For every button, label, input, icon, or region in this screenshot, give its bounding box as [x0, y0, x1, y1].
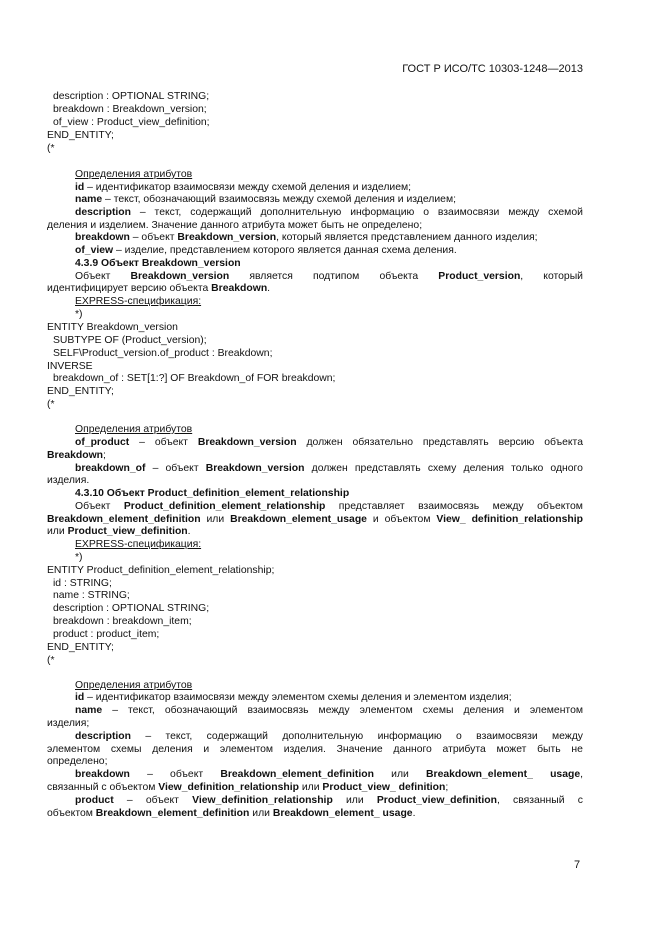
text-line: description : OPTIONAL STRING; [53, 603, 210, 614]
text-line: или Product_view_definition. [47, 526, 191, 537]
page-number: 7 [574, 859, 581, 871]
document-header: ГОСТ Р ИСО/ТС 10303-1248—2013 [402, 63, 583, 75]
text-line: Объект Product_definition_element_relationship представляет взаимосвязь между объектом [75, 501, 583, 512]
text-line: product – объект View_definition_relationship или Product_view_definition, связанный с [75, 795, 583, 806]
text-line: ENTITY Breakdown_version [47, 322, 178, 333]
text-line: breakdown_of – объект Breakdown_version должен представлять схему деления только одного [75, 463, 583, 474]
text-line: определено; [47, 756, 108, 767]
text-line: description – текст, содержащий дополнительную информацию о взаимосвязи между [75, 731, 583, 742]
text-line: связанный с объектом View_definition_relationship или Product_view_ definition; [47, 782, 449, 793]
text-line: breakdown_of : SET[1:?] OF Breakdown_of FOR breakdown; [53, 373, 336, 384]
text-line: id – идентификатор взаимосвязи между схемой деления и изделием; [75, 182, 412, 193]
text-line: идентифицирует версию объекта Breakdown. [47, 283, 271, 294]
text-line: (* [47, 399, 55, 410]
text-line: id – идентификатор взаимосвязи между элементом схемы деления и элементом изделия; [75, 692, 512, 703]
text-line: изделия; [47, 718, 90, 729]
text-line: объектом Breakdown_element_definition или Breakdown_element_ usage. [47, 808, 416, 819]
text-line: name – текст, обозначающий взаимосвязь между элементом схемы деления и элементом [75, 705, 583, 716]
text-line: (* [47, 143, 55, 154]
text-line: END_ENTITY; [47, 130, 114, 141]
text-line: breakdown – объект Breakdown_version, который является представлением данного изделия; [75, 232, 538, 243]
text-line: name : STRING; [53, 590, 130, 601]
text-line: Определения атрибутов [75, 169, 193, 180]
text-line: SUBTYPE OF (Product_version); [53, 335, 207, 346]
text-line: of_product – объект Breakdown_version должен обязательно представлять версию объекта [75, 437, 583, 448]
text-line: EXPRESS-спецификация: [75, 539, 202, 550]
text-line: breakdown : Breakdown_version; [53, 104, 207, 115]
text-line: (* [47, 655, 55, 666]
text-line: Определения атрибутов [75, 680, 193, 691]
text-line: Breakdown_element_definition или Breakdown_element_usage и объектом View_ definition_relationship [47, 514, 583, 525]
text-line: Объект Breakdown_version является подтипом объекта Product_version, который [75, 271, 583, 282]
text-line: ENTITY Product_definition_element_relationship; [47, 565, 275, 576]
text-line: *) [75, 552, 83, 563]
text-line: description : OPTIONAL STRING; [53, 91, 210, 102]
text-line: EXPRESS-спецификация: [75, 296, 202, 307]
text-line: Определения атрибутов [75, 424, 193, 435]
text-line: элементом схемы деления и элементом изделия. Значение данного атрибута может быть не [47, 744, 583, 755]
text-line: изделия. [47, 475, 90, 486]
text-line: breakdown : breakdown_item; [53, 616, 192, 627]
text-line: breakdown – объект Breakdown_element_definition или Breakdown_element_ usage, [75, 769, 583, 780]
text-line: product : product_item; [53, 629, 160, 640]
text-line: name – текст, обозначающий взаимосвязь между схемой деления и изделием; [75, 194, 456, 205]
text-line: 4.3.10 Объект Product_definition_element_relationship [75, 488, 350, 499]
text-line: of_view : Product_view_definition; [53, 117, 210, 128]
text-line: деления и изделием. Значение данного атрибута может быть не определено; [47, 220, 423, 231]
text-line: 4.3.9 Объект Breakdown_version [75, 258, 241, 269]
text-line: *) [75, 309, 83, 320]
text-line: of_view – изделие, представлением которого является данная схема деления. [75, 245, 457, 256]
text-line: END_ENTITY; [47, 642, 114, 653]
text-line: Breakdown; [47, 450, 106, 461]
text-line: END_ENTITY; [47, 386, 114, 397]
text-line: id : STRING; [53, 578, 112, 589]
text-line: SELF\Product_version.of_product : Breakdown; [53, 348, 273, 359]
text-line: INVERSE [47, 361, 93, 372]
text-line: description – текст, содержащий дополнительную информацию о взаимосвязи между схемой [75, 207, 583, 218]
